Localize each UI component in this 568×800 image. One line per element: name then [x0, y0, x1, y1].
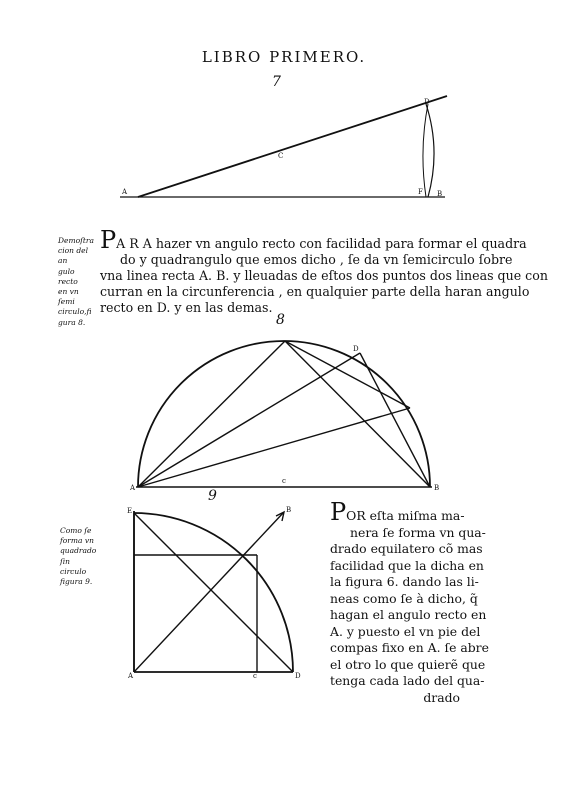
- running-head: LIBRO PRIMERO.: [201, 48, 367, 66]
- paragraph-line: compas fixo en A. ſe abre: [330, 640, 489, 655]
- fig9-label-e: E: [127, 507, 133, 515]
- fig8-label-c: c: [282, 477, 286, 485]
- fig9-label-c: c: [253, 672, 257, 680]
- paragraph-line: hagan el angulo recto en: [330, 607, 487, 622]
- figure-8-number: 8: [276, 312, 285, 328]
- fig9-label-d: D: [295, 672, 301, 680]
- paragraph-line: la figura 6. dando las li-: [330, 574, 479, 589]
- margin-note-line: Demoſtra: [58, 236, 94, 245]
- fig9-label-b: B: [286, 506, 292, 514]
- margin-note-line: en vn ſemi: [58, 287, 79, 307]
- drop-cap: P: [330, 498, 347, 526]
- figure-9-number: 9: [208, 488, 217, 504]
- paragraph-figure-8: [100, 226, 548, 316]
- paragraph-line: [100, 226, 548, 254]
- paragraph-line: el otro lo que quierẽ que: [330, 656, 486, 672]
- margin-note-figure-9: [60, 526, 98, 587]
- paragraph-text: A R A hazer vn angulo recto con facilidad para formar el quadra: [116, 236, 527, 251]
- fig7-label-c: C: [278, 152, 284, 160]
- margin-note-figure-8: [58, 236, 96, 328]
- fig7-label-a: A: [122, 188, 128, 196]
- margin-note-line: Como ſe: [60, 526, 92, 535]
- paragraph-line: facilidad que la dicha en: [330, 557, 484, 573]
- paragraph-line: vna linea recta A. B. y lleuadas de eſtos dos puntos dos lineas que con: [100, 268, 548, 283]
- fig7-label-d: D: [424, 98, 430, 106]
- margin-note-line: quadrado: [60, 546, 97, 556]
- paragraph-line: nera ſe forma vn qua-: [350, 524, 486, 540]
- fig8-label-b: B: [434, 484, 440, 492]
- fig8-label-d: D: [353, 345, 359, 353]
- fig7-label-f: F: [418, 188, 423, 196]
- paragraph-line: curran en la circunferencia , en qualquier parte della haran angulo: [100, 284, 530, 299]
- paragraph-line: A. y puesto el vn pie del: [330, 623, 481, 639]
- paragraph-line: drado equilatero cõ mas: [330, 541, 483, 556]
- paragraph-line: neas como ſe à dicho, q̃: [330, 590, 478, 606]
- paragraph-line: tenga cada lado del qua-: [330, 673, 485, 688]
- margin-note-line: ſin circulo: [60, 556, 87, 576]
- paragraph-line: drado: [423, 689, 460, 705]
- fig9-diagonal-main: [134, 513, 293, 672]
- margin-note-line: figura 9.: [60, 577, 93, 587]
- fig7-label-b: B: [437, 190, 443, 198]
- margin-note-line: gura 8.: [58, 317, 86, 327]
- fig9-label-a: A: [128, 672, 134, 680]
- paragraph-line: do y quadrangulo que emos dicho , ſe da vn ſemicirculo ſobre: [120, 252, 513, 267]
- figure-7-number: 7: [272, 74, 281, 90]
- fig8-label-a: A: [130, 484, 136, 492]
- paragraph-line: [330, 498, 489, 526]
- drop-cap: P: [100, 226, 117, 254]
- margin-note-line: gulo recto: [58, 266, 78, 286]
- paragraph-text: OR eſta miſma ma-: [346, 508, 465, 523]
- paragraph-line: recto en D. y en las demas.: [100, 300, 273, 315]
- margin-note-line: circulo,fi: [58, 307, 92, 317]
- margin-note-line: forma vn: [60, 536, 94, 546]
- paragraph-figure-9: [330, 498, 489, 706]
- margin-note-line: cion del an: [58, 246, 88, 266]
